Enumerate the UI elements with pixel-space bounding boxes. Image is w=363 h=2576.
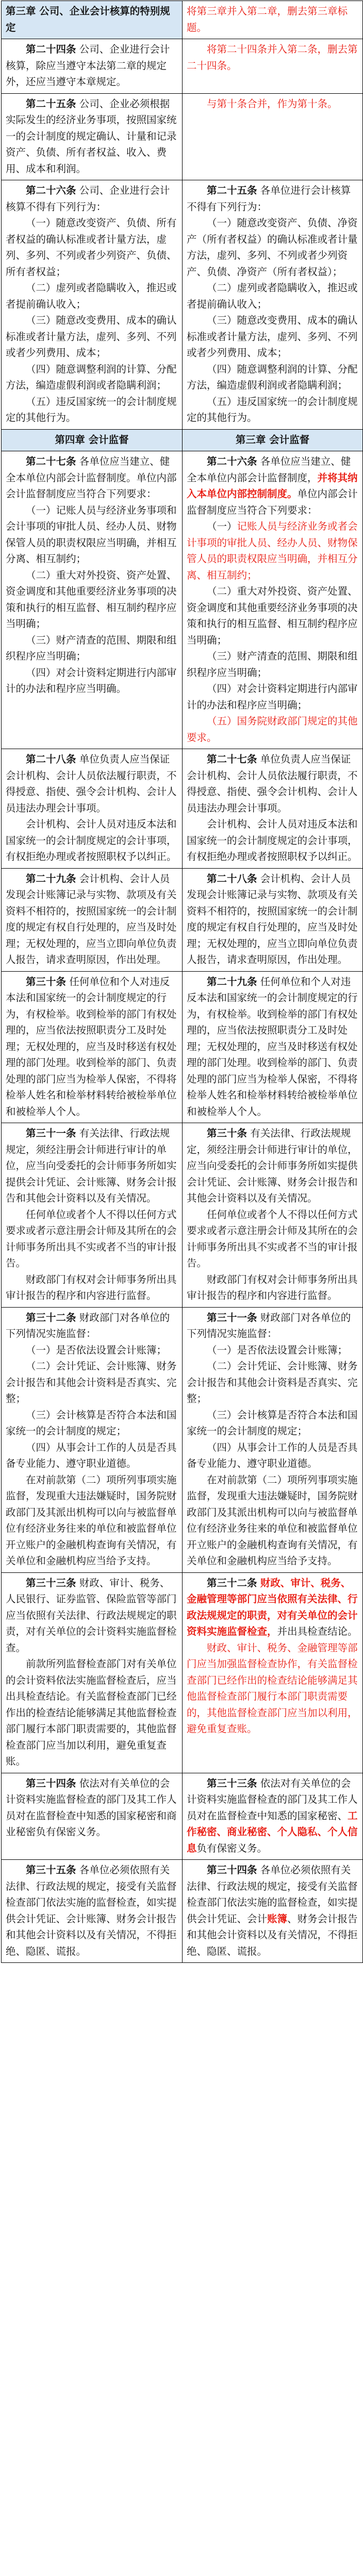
revised-text-cell — [183, 971, 363, 1123]
table-row — [2, 868, 363, 971]
article-paragraph — [6, 361, 178, 394]
revised-text-cell — [183, 451, 363, 749]
article-paragraph — [187, 1207, 358, 1272]
table-row — [2, 1572, 363, 1773]
article-paragraph — [6, 394, 178, 426]
original-text-cell — [2, 1123, 183, 1308]
article-paragraph — [187, 583, 358, 648]
article-text: 依法对有关单位的会计资料实施监督检查的部门及其工作人员对在监督检查中知悉的国家秘密、 — [187, 1777, 358, 1822]
article-text: （一）记账人员与经济业务事项和会计事项的审批人员、经办人员、财物保管人员的职责权限应当明确，并相互分离、相互制约； — [6, 504, 177, 565]
original-text-cell — [2, 39, 183, 94]
article-text: 在对前款第（二）项所列事项实施监督，发现重大违法嫌疑时，国务院财政部门及其派出机构可以向与被监督单位有经济业务往来的单位和被监督单位开立账户的金融机构查询有关情况，有关单位和金融机构应当给予支持。 — [6, 1473, 177, 1567]
article-paragraph — [6, 567, 178, 632]
table-row — [2, 180, 363, 430]
article-paragraph — [187, 1407, 358, 1439]
article-text: （四）从事会计工作的人员是否具备专业能力、遵守职业道德。 — [6, 1441, 177, 1469]
article-number: 第二十四条 — [26, 43, 76, 55]
article-paragraph — [187, 751, 358, 816]
article-text: （一）随意改变资产、负债、净资产（所有者权益）的确认标准或者计量方法，虚列、多列、不列或者少列资产、负债、净资产（所有者权益）； — [187, 217, 358, 278]
article-text: 有关法律、行政法规规定，须经注册会计师进行审计的单位，应当向受委托的会计师事务所如实提供会计凭证、会计账簿、财务会计报告和其他会计资料以及有关情况。 — [6, 1127, 177, 1204]
article-text: 依法对有关单位的会计资料实施监督检查的部门及其工作人员对在监督检查中知悉的国家秘密和商业秘密负有保密义务。 — [6, 1777, 177, 1838]
article-number: 第三十三条 — [207, 1777, 257, 1789]
article-paragraph — [187, 1358, 358, 1407]
article-text: 各单位必须依照有关法律、行政法规的规定，接受有关监督检查部门依法实施的监督检查，如实提供会计凭证、会计账簿、财务会计报告和其他会计资料以及有关情况，不得拒绝、隐匿、谎报。 — [6, 1864, 177, 1957]
article-paragraph — [6, 974, 178, 1120]
article-text: （三）随意改变费用、成本的确认标准或者计量方法，虚列、多列、不列或者少列费用、成本； — [6, 314, 177, 359]
original-text-cell — [2, 868, 183, 971]
revised-text-cell — [183, 1773, 363, 1860]
article-paragraph — [187, 1640, 358, 1737]
article-paragraph — [6, 665, 178, 697]
article-number: 第二十七条 — [26, 455, 76, 467]
article-paragraph — [6, 96, 178, 177]
article-paragraph — [6, 182, 178, 215]
article-paragraph — [6, 1272, 178, 1304]
article-paragraph — [187, 713, 358, 745]
article-text: 各单位进行会计核算不得有下列行为： — [187, 184, 351, 213]
article-number: 第二十六条 — [207, 455, 257, 467]
article-paragraph — [187, 1310, 358, 1342]
article-text: 财政、审计、税务、人民银行、证券监管、保险监管等部门应当依照有关法律、行政法规规定的职责，对有关单位的会计资料实施监督检查。 — [6, 1577, 177, 1654]
article-text: （二）会计凭证、会计账簿、财务会计报告和其他会计资料是否真实、完整； — [6, 1360, 177, 1404]
revised-text-highlight: 账簿 — [267, 1912, 288, 1925]
revised-text-highlight: 工作秘密、商业秘密、个人隐私、个人信息 — [187, 1809, 358, 1854]
article-number: 第二十五条 — [26, 97, 76, 110]
chapter-note: 将第三章并入第二章，删去第三章标题。 — [187, 5, 348, 33]
article-text: 会计机构、会计人员对违反本法和国家统一的会计制度规定的会计事项，有权拒绝办理或者按照职权予以纠正。 — [187, 818, 358, 862]
article-text: （一） — [207, 520, 237, 532]
table-row — [2, 1307, 363, 1572]
article-text: （一）是否依法设置会计账簿； — [207, 1344, 348, 1356]
article-text: （三）会计核算是否符合本法和国家统一的会计制度的规定； — [6, 1409, 177, 1437]
revised-text-cell — [183, 93, 363, 180]
table-row — [2, 39, 363, 94]
article-number: 第三十三条 — [26, 1577, 76, 1589]
article-number: 第三十一条 — [207, 1311, 257, 1324]
article-paragraph — [187, 1342, 358, 1359]
original-text-cell — [2, 93, 183, 180]
revised-text-cell — [183, 1123, 363, 1308]
article-text: 并出具检查结论。 — [277, 1625, 358, 1637]
article-paragraph — [187, 681, 358, 713]
article-text: 负有保密义务。 — [196, 1842, 268, 1854]
table-row — [2, 451, 363, 749]
article-number: 第二十九条 — [207, 975, 257, 988]
article-text: 任何单位和个人对违反本法和国家统一的会计制度规定的行为，有权检举。收到检举的部门有权处理的，应当依法按照职责分工及时处理；无权处理的，应当及时移送有权处理的部门处理。收到检举的部门、负责处理的部门应当为检举人保密，不得将检举人姓名和检举材料转给被检举单位和被检举人个人。 — [187, 975, 358, 1117]
article-paragraph — [6, 1207, 178, 1272]
revised-text-highlight: （五）国务院财政部门规定的其他要求。 — [187, 715, 358, 743]
article-number: 第三十条 — [26, 975, 67, 988]
article-paragraph — [187, 974, 358, 1120]
revised-text-highlight: 将第二十四条并入第二条，删去第二十四条。 — [187, 43, 358, 72]
original-text-cell — [2, 1773, 183, 1860]
article-text: （五）违反国家统一的会计制度规定的其他行为。 — [6, 395, 177, 423]
article-text: 公司、企业进行会计核算，除应当遵守本法第二章的规定外，还应当遵守本章规定。 — [6, 43, 170, 88]
revised-text-highlight: 记账人员与经济业务或者会计事项的审批人员、经办人员、财物保管人员的职责权限应当明确，并相互分离、相互制约； — [187, 520, 358, 581]
article-text: （三）财产清查的范围、期限和组织程序应当明确； — [6, 634, 177, 662]
article-paragraph — [187, 1862, 358, 1959]
article-paragraph — [187, 1575, 358, 1640]
article-number: 第三十四条 — [207, 1864, 257, 1876]
article-text: 任何单位或者个人不得以任何方式要求或者示意注册会计师及其所在的会计师事务所出具不实或者不当的审计报告。 — [187, 1208, 358, 1269]
article-text: （二）重大对外投资、资产处置、资金调度和其他重要经济业务事项的决策和执行的相互监督、相互制约程序应当明确； — [187, 585, 358, 646]
article-text: （四）随意调整利润的计算、分配方法，编造虚假利润或者隐瞒利润； — [6, 363, 177, 391]
article-text: 财政部门有权对会计师事务所出具审计报告的程序和内容进行监督。 — [187, 1273, 358, 1301]
revised-text-highlight: 财政、审计、税务、金融管理等部门应当依照有关法律、行政法规规定的职责，对有关单位的会计资料实施监督检查， — [187, 1577, 358, 1637]
article-text: 、财务会计报告和其他会计资料以及有关情况，不得拒绝、隐匿、谎报。 — [187, 1912, 358, 1957]
article-paragraph — [6, 1472, 178, 1569]
article-paragraph — [187, 312, 358, 361]
article-paragraph — [6, 280, 178, 312]
chapter-note-cell — [183, 1, 363, 39]
article-paragraph — [187, 816, 358, 865]
article-paragraph — [187, 280, 358, 312]
chapter-header-text: 第四章 会计监督 — [55, 433, 129, 446]
table-row — [2, 93, 363, 180]
revised-text-highlight: 与第十条合并，作为第十条。 — [207, 97, 338, 110]
original-text-cell — [2, 1860, 183, 1963]
chapter-header-row — [2, 429, 363, 451]
article-text: （四）随意调整利润的计算、分配方法，编造虚假利润或者隐瞒利润； — [187, 363, 358, 391]
article-text: （四）从事会计工作的人员是否具备专业能力、遵守职业道德。 — [187, 1441, 358, 1469]
article-paragraph — [6, 816, 178, 865]
article-text: 财政部门对各单位的下列情况实施监督： — [6, 1311, 170, 1340]
article-text: （五）违反国家统一的会计制度规定的其他行为。 — [187, 395, 358, 423]
original-text-cell — [2, 451, 183, 749]
article-paragraph — [187, 1439, 358, 1472]
article-paragraph — [6, 1439, 178, 1472]
article-number: 第三十二条 — [207, 1577, 257, 1589]
article-text: 任何单位或者个人不得以任何方式要求或者示意注册会计师及其所在的会计师事务所出具不实或者不当的审计报告。 — [6, 1208, 177, 1269]
article-number: 第三十条 — [207, 1127, 248, 1139]
article-text: 会计机构、会计人员对违反本法和国家统一的会计制度规定的会计事项，有权拒绝办理或者按照职权予以纠正。 — [6, 818, 177, 862]
article-text: （一）随意改变资产、负债、所有者权益的确认标准或者计量方法，虚列、多列、不列或者少列资产、负债、所有者权益； — [6, 217, 177, 278]
article-paragraph — [6, 502, 178, 567]
article-text: 前款所列监督检查部门对有关单位的会计资料依法实施监督检查后，应当出具检查结论。有关监督检查部门已经作出的检查结论能够满足其他监督检查部门履行本部门职责需要的，其他监督检查部门应当加以利用，避免重复查账。 — [6, 1658, 177, 1767]
article-number: 第二十五条 — [207, 184, 257, 196]
article-paragraph — [187, 1775, 358, 1857]
article-paragraph — [187, 1272, 358, 1304]
revised-text-highlight: 并将其纳入本单位内部控制制度。 — [187, 471, 358, 500]
article-paragraph — [6, 215, 178, 280]
article-paragraph — [187, 361, 358, 394]
revised-text-cell — [183, 868, 363, 971]
article-text: （二）会计凭证、会计账簿、财务会计报告和其他会计资料是否真实、完整； — [187, 1360, 358, 1404]
article-paragraph — [6, 1575, 178, 1656]
table-row — [2, 1123, 363, 1308]
revised-text-highlight: 财政、审计、税务、金融管理等部门应当加强监督检查协作，有关监督检查部门已经作出的检查结论能够满足其他监督检查部门履行本部门职责需要的，其他监督检查部门应当加以利用，避免重复查账。 — [187, 1641, 358, 1735]
article-paragraph — [187, 96, 358, 112]
revised-text-cell — [183, 180, 363, 430]
article-paragraph — [187, 518, 358, 583]
table-row — [2, 749, 363, 869]
article-text: 单位内部会计监督制度应当符合下列要求： — [187, 488, 358, 516]
article-paragraph — [187, 394, 358, 426]
article-text: 各单位必须依照有关法律、行政法规的规定，接受有关监督检查部门依法实施的监督检查，如实提供会计凭证、会计 — [187, 1864, 358, 1925]
article-text: 公司、企业进行会计核算不得有下列行为： — [6, 184, 170, 213]
article-text: （四）对会计资料定期进行内部审计的办法和程序应当明确； — [187, 683, 358, 711]
article-paragraph — [6, 1125, 178, 1207]
article-paragraph — [6, 1342, 178, 1359]
article-paragraph — [6, 1775, 178, 1840]
original-text-cell — [2, 180, 183, 430]
table-row — [2, 1860, 363, 1963]
article-paragraph — [187, 215, 358, 280]
article-text: （二）虚列或者隐瞒收入，推迟或者提前确认收入； — [6, 282, 177, 310]
article-text: 单位负责人应当保证会计机构、会计人员依法履行职责，不得授意、指使、强令会计机构、会计人员违法办理会计事项。 — [6, 753, 177, 814]
article-paragraph — [6, 1656, 178, 1770]
chapter-title: 第三章 公司、企业会计核算的特别规定 — [6, 5, 170, 33]
revised-text-cell — [183, 1307, 363, 1572]
article-text: （二）虚列或者隐瞒收入，推迟或者提前确认收入； — [187, 282, 358, 310]
article-paragraph — [187, 1125, 358, 1207]
article-text: 各单位应当建立、健全本单位内部会计监督制度， — [187, 455, 351, 484]
revised-text-cell — [183, 39, 363, 94]
article-text: （三）随意改变费用、成本的确认标准或者计量方法，虚列、多列、不列或者少列费用、成本； — [187, 314, 358, 359]
article-number: 第三十一条 — [26, 1127, 76, 1139]
article-paragraph — [6, 1862, 178, 1959]
article-text: 有关法律、行政法规规定，须经注册会计师进行审计的单位，应当向受委托的会计师事务所如实提供会计凭证、会计账簿、财务会计报告和其他会计资料以及有关情况。 — [187, 1127, 358, 1204]
article-text: 会计机构、会计人员发现会计账簿记录与实物、款项及有关资料不相符的，按照国家统一的会计制度的规定有权自行处理的，应当及时处理；无权处理的，应当立即向单位负责人报告，请求查明原因，作出处理。 — [187, 872, 358, 965]
article-paragraph — [6, 41, 178, 90]
article-text: （一）是否依法设置会计账簿； — [26, 1344, 167, 1356]
original-text-cell — [2, 1307, 183, 1572]
table-row — [2, 1, 363, 39]
article-paragraph — [6, 312, 178, 361]
revised-text-cell — [183, 1860, 363, 1963]
revised-text-cell — [183, 749, 363, 869]
article-paragraph — [187, 182, 358, 215]
article-number: 第二十九条 — [26, 872, 76, 885]
table-row — [2, 1773, 363, 1860]
article-number: 第三十二条 — [26, 1311, 76, 1324]
article-paragraph — [187, 41, 358, 74]
article-paragraph — [6, 453, 178, 502]
comparison-table — [1, 1, 363, 1963]
article-number: 第二十七条 — [207, 753, 257, 765]
article-text: （三）财产清查的范围、期限和组织程序应当明确； — [187, 650, 358, 679]
chapter-header-text: 第三章 会计监督 — [235, 433, 310, 446]
article-paragraph — [187, 648, 358, 681]
article-number: 第二十八条 — [207, 872, 257, 885]
article-paragraph — [6, 871, 178, 968]
article-text: 在对前款第（二）项所列事项实施监督，发现重大违法嫌疑时，国务院财政部门及其派出机构可以向与被监督单位有经济业务往来的单位和被监督单位开立账户的金融机构查询有关情况，有关单位和金融机构应当给予支持。 — [187, 1473, 358, 1567]
article-paragraph — [6, 1310, 178, 1342]
article-text: （四）对会计资料定期进行内部审计的办法和程序应当明确。 — [6, 666, 177, 694]
article-text: （二）重大对外投资、资产处置、资金调度和其他重要经济业务事项的决策和执行的相互监督、相互制约程序应当明确； — [6, 569, 177, 630]
article-paragraph — [6, 1407, 178, 1439]
article-number: 第三十五条 — [26, 1864, 76, 1876]
comparison-table-body — [2, 1, 363, 1963]
article-paragraph — [6, 1358, 178, 1407]
table-row — [2, 971, 363, 1123]
article-paragraph — [6, 751, 178, 816]
chapter-title-cell — [2, 1, 183, 39]
original-text-cell — [2, 1572, 183, 1773]
article-paragraph — [187, 453, 358, 518]
article-number: 第二十八条 — [26, 753, 76, 765]
article-number: 第三十四条 — [26, 1777, 76, 1789]
article-text: 任何单位和个人对违反本法和国家统一的会计制度规定的行为，有权检举。收到检举的部门有权处理的，应当依法按照职责分工及时处理；无权处理的，应当及时移送有权处理的部门处理。收到检举的部门、负责处理的部门应当为检举人保密，不得将检举人姓名和检举材料转给被检举单位和被检举人个人。 — [6, 975, 177, 1117]
article-text: （三）会计核算是否符合本法和国家统一的会计制度的规定； — [187, 1409, 358, 1437]
article-text: 各单位应当建立、健全本单位内部会计监督制度。单位内部会计监督制度应当符合下列要求： — [6, 455, 177, 500]
article-text: 单位负责人应当保证会计机构、会计人员依法履行职责，不得授意、指使、强令会计机构、会计人员违法办理会计事项。 — [187, 753, 358, 814]
revised-text-cell — [183, 1572, 363, 1773]
article-text: 财政部门对各单位的下列情况实施监督： — [187, 1311, 351, 1340]
original-text-cell — [2, 971, 183, 1123]
article-text: 公司、企业必须根据实际发生的经济业务事项，按照国家统一的会计制度的规定确认、计量和记录资产、负债、所有者权益、收入、费用、成本和利润。 — [6, 97, 177, 175]
article-text: 会计机构、会计人员发现会计账簿记录与实物、款项及有关资料不相符的，按照国家统一的会计制度的规定有权自行处理的，应当及时处理；无权处理的，应当立即向单位负责人报告，请求查明原因，作出处理。 — [6, 872, 177, 965]
revised-chapter-header — [183, 429, 363, 451]
article-paragraph — [187, 871, 358, 968]
original-chapter-header — [2, 429, 183, 451]
article-paragraph — [6, 632, 178, 665]
article-number: 第二十六条 — [26, 184, 76, 196]
article-paragraph — [187, 1472, 358, 1569]
article-text: 财政部门有权对会计师事务所出具审计报告的程序和内容进行监督。 — [6, 1273, 177, 1301]
original-text-cell — [2, 749, 183, 869]
